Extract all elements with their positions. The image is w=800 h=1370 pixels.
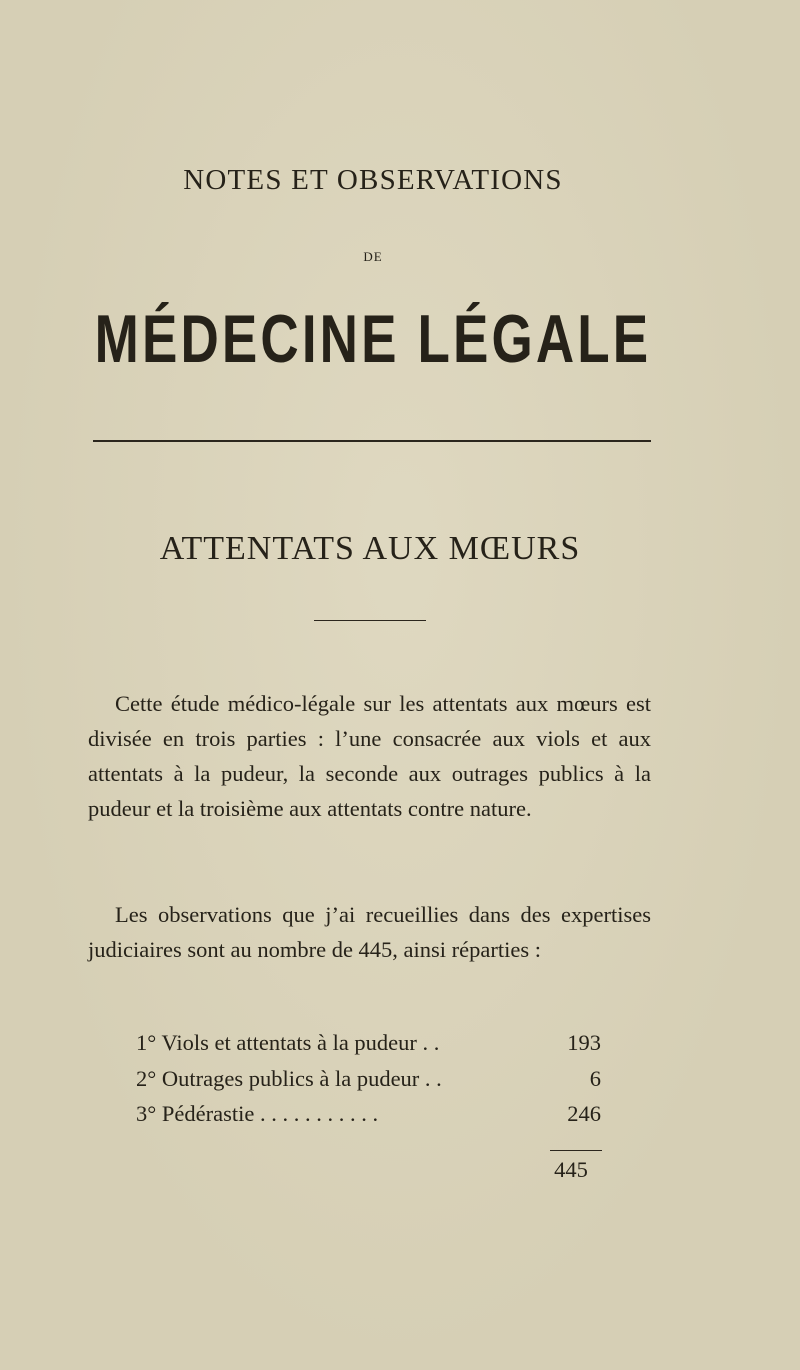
tally-row-outrages bbox=[136, 1066, 601, 1100]
paragraph-observations-text: Les observations que j’ai recueillies dans des expertises judiciaires sont au nombre de 445, ainsi réparties : bbox=[88, 902, 651, 962]
title-rule bbox=[93, 440, 651, 442]
paragraph-observations bbox=[88, 897, 651, 967]
tally-label: 3° Pédérastie . . . . . . . . . . . bbox=[136, 1101, 379, 1126]
section-rule bbox=[314, 620, 426, 621]
tally-value: 193 bbox=[567, 1030, 601, 1055]
paragraph-intro-text: Cette étude médico-légale sur les attentats aux mœurs est divisée en trois parties : l’une consacrée aux viols et aux attentats à la pudeur, la seconde aux outrages publics à la pudeur et la troisième aux attentats contre nature. bbox=[88, 691, 651, 821]
section-title: ATTENTATS AUX MŒURS bbox=[159, 530, 581, 567]
tally-row bbox=[136, 0, 601, 34]
tally-label: 1° Viols et attentats à la pudeur . . bbox=[136, 1030, 440, 1055]
tally-row-viols bbox=[136, 1030, 601, 1064]
tally-total: 445 bbox=[554, 1157, 588, 1182]
heading-notes-et-observations: NOTES ET OBSERVATIONS bbox=[183, 164, 563, 196]
tally-value: 6 bbox=[589, 1066, 601, 1091]
tally-row-pederastie bbox=[136, 1101, 601, 1135]
tally-value: 246 bbox=[567, 1101, 601, 1126]
heading-medecine-legale: MÉDECINE LÉGALE bbox=[94, 301, 652, 377]
paragraph-intro bbox=[88, 686, 651, 826]
tally-label: 2° Outrages publics à la pudeur . . bbox=[136, 1066, 442, 1091]
total-rule bbox=[550, 1150, 602, 1151]
heading-de: DE bbox=[363, 249, 383, 264]
